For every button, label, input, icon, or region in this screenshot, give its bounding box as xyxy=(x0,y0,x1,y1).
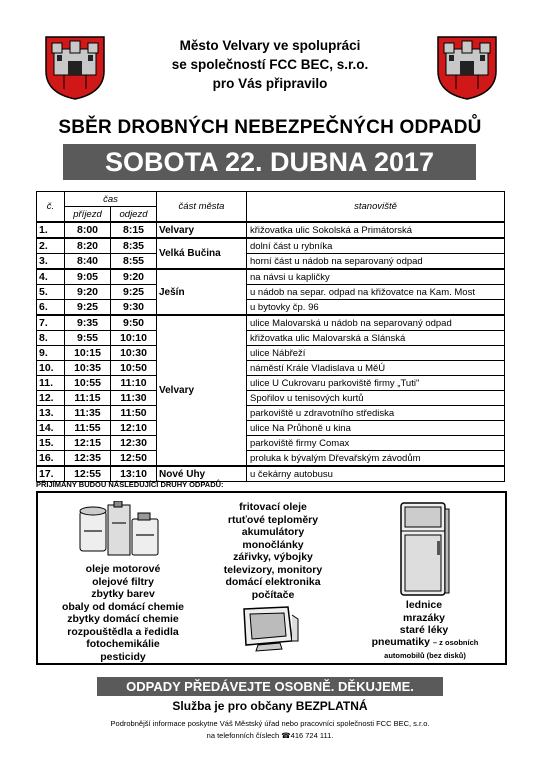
row-site: náměstí Krále Vladislava u MěÚ xyxy=(247,361,505,376)
table-row xyxy=(37,269,505,285)
header-line-3: pro Vás připravilo xyxy=(212,76,328,91)
row-num: 4. xyxy=(37,269,65,285)
table-row xyxy=(37,254,505,270)
row-arrival: 12:35 xyxy=(65,451,111,467)
table-row xyxy=(37,421,505,436)
row-departure: 9:20 xyxy=(111,269,157,285)
table-row xyxy=(37,406,505,421)
computer-monitor-icon xyxy=(236,605,302,655)
row-arrival: 9:55 xyxy=(65,331,111,346)
waste-item: fritovací oleje xyxy=(239,501,307,513)
row-departure: 12:10 xyxy=(111,421,157,436)
waste-tires xyxy=(350,636,500,662)
contact-info-line-1: Podrobnější informace poskytne Váš Městský úřad nebo pracovníci společnosti FCC BEC, s.r.o. xyxy=(110,719,430,728)
table-row xyxy=(37,436,505,451)
row-num: 8. xyxy=(37,331,65,346)
row-departure: 10:50 xyxy=(111,361,157,376)
schedule-table xyxy=(36,191,505,482)
row-arrival: 9:20 xyxy=(65,285,111,300)
waste-list-right xyxy=(368,599,480,637)
row-departure: 12:50 xyxy=(111,451,157,467)
table-row xyxy=(37,238,505,254)
row-site: u bytovky čp. 96 xyxy=(247,300,505,316)
paint-cans-icon xyxy=(76,501,164,561)
free-service-text: Služba je pro občany BEZPLATNÁ xyxy=(172,699,368,713)
col-site-header: stanoviště xyxy=(247,192,505,223)
row-site: dolní část u rybníka xyxy=(247,238,505,254)
table-row xyxy=(37,331,505,346)
waste-item: staré léky xyxy=(399,624,449,636)
waste-item: akumulátory xyxy=(241,526,305,538)
row-departure: 12:30 xyxy=(111,436,157,451)
header-line-1: Město Velvary ve spolupráci xyxy=(179,38,361,53)
waste-item: olejové filtry xyxy=(92,575,154,588)
waste-item: fotochemikálie xyxy=(86,638,160,650)
row-site: u nádob na separ. odpad na křižovatce na Kam. Most xyxy=(247,285,505,300)
col-arrival-header: příjezd xyxy=(65,207,111,223)
row-departure: 9:50 xyxy=(111,315,157,331)
waste-item: počítače xyxy=(251,588,295,601)
row-arrival: 9:05 xyxy=(65,269,111,285)
row-departure: 10:10 xyxy=(111,331,157,346)
row-site: proluka k bývalým Dřevařským závodům xyxy=(247,451,505,467)
row-num: 13. xyxy=(37,406,65,421)
row-arrival: 10:55 xyxy=(65,376,111,391)
col-time-header: čas xyxy=(65,192,157,207)
row-arrival: 8:00 xyxy=(65,222,111,238)
waste-item: zbytky barev xyxy=(91,588,155,600)
table-row xyxy=(37,361,505,376)
row-arrival: 11:35 xyxy=(65,406,111,421)
waste-item-note: – z osobních xyxy=(432,638,479,647)
row-num: 16. xyxy=(37,451,65,467)
row-arrival: 9:35 xyxy=(65,315,111,331)
row-site: křižovatka ulic Malovarská a Slánská xyxy=(247,331,505,346)
waste-item: domácí elektronika xyxy=(225,576,321,588)
contact-info-line-2: na telefonních číslech ☎416 724 111. xyxy=(206,731,334,740)
part-velvary: Velvary xyxy=(157,222,247,238)
row-arrival: 8:40 xyxy=(65,254,111,270)
waste-item: monočlánky xyxy=(242,538,304,551)
waste-item: rozpouštědla a ředidla xyxy=(67,625,179,638)
row-departure: 13:10 xyxy=(111,466,157,482)
row-arrival: 12:15 xyxy=(65,436,111,451)
waste-item: oleje motorové xyxy=(85,563,161,575)
row-num: 11. xyxy=(37,376,65,391)
refrigerator-icon xyxy=(395,501,453,599)
row-arrival: 9:25 xyxy=(65,300,111,316)
row-arrival: 11:55 xyxy=(65,421,111,436)
table-row xyxy=(37,376,505,391)
waste-item: obaly od domácí chemie xyxy=(62,600,184,613)
date-banner: SOBOTA 22. DUBNA 2017 xyxy=(63,144,476,180)
town-crest-right-icon xyxy=(436,35,498,101)
table-row xyxy=(37,300,505,316)
part-jesin: Ješín xyxy=(157,269,247,315)
col-departure-header: odjezd xyxy=(111,207,157,223)
row-departure: 11:30 xyxy=(111,391,157,406)
row-num: 5. xyxy=(37,285,65,300)
accepted-waste-heading: PŘIJÍMÁNY BUDOU NÁSLEDUJÍCÍ DRUHY ODPADŮ: xyxy=(36,480,224,489)
row-site: ulice Malovarská u nádob na separovaný odpad xyxy=(247,315,505,331)
col-part-header: část města xyxy=(157,192,247,223)
waste-item: rtuťové teploměry xyxy=(227,513,319,526)
table-row xyxy=(37,222,505,238)
table-row xyxy=(37,315,505,331)
row-site: ulice Na Průhoně u kina xyxy=(247,421,505,436)
waste-item: lednice xyxy=(405,599,443,611)
row-site: křižovatka ulic Sokolská a Primátorská xyxy=(247,222,505,238)
row-site: Spořilov u tenisových kurtů xyxy=(247,391,505,406)
waste-list-center xyxy=(203,501,343,601)
row-departure: 9:25 xyxy=(111,285,157,300)
waste-item-note: automobilů (bez disků) xyxy=(384,650,466,660)
row-num: 14. xyxy=(37,421,65,436)
col-num-header: č. xyxy=(37,192,65,223)
waste-item: zářivky, výbojky xyxy=(233,551,313,563)
part-nove-uhy: Nové Uhy xyxy=(157,466,247,482)
row-departure: 11:10 xyxy=(111,376,157,391)
footer-banner: ODPADY PŘEDÁVEJTE OSOBNĚ. DĚKUJEME. xyxy=(97,677,443,696)
table-row xyxy=(37,285,505,300)
row-num: 3. xyxy=(37,254,65,270)
row-arrival: 8:20 xyxy=(65,238,111,254)
town-crest-left-icon xyxy=(44,35,106,101)
row-departure: 9:30 xyxy=(111,300,157,316)
row-site: ulice Nábřeží xyxy=(247,346,505,361)
waste-item: zbytky domácí chemie xyxy=(67,613,179,625)
row-num: 10. xyxy=(37,361,65,376)
part-velka-bucina: Velká Bučina xyxy=(157,238,247,269)
row-site: na návsi u kapličky xyxy=(247,269,505,285)
waste-item: televizory, monitory xyxy=(223,563,323,576)
waste-item: pneumatiky xyxy=(371,636,430,648)
row-departure: 8:35 xyxy=(111,238,157,254)
header xyxy=(110,36,430,93)
row-arrival: 10:15 xyxy=(65,346,111,361)
page-title: SBĚR DROBNÝCH NEBEZPEČNÝCH ODPADŮ xyxy=(58,117,482,138)
row-site: parkoviště u zdravotního střediska xyxy=(247,406,505,421)
row-num: 17. xyxy=(37,466,65,482)
row-site: horní část u nádob na separovaný odpad xyxy=(247,254,505,270)
waste-types-box xyxy=(36,491,507,665)
row-num: 15. xyxy=(37,436,65,451)
row-num: 2. xyxy=(37,238,65,254)
row-departure: 8:55 xyxy=(111,254,157,270)
table-row xyxy=(37,346,505,361)
header-line-2: se společností FCC BEC, s.r.o. xyxy=(171,57,369,72)
part-velvary-main: Velvary xyxy=(157,315,247,466)
row-site: u čekárny autobusu xyxy=(247,466,505,482)
row-num: 1. xyxy=(37,222,65,238)
row-arrival: 11:15 xyxy=(65,391,111,406)
waste-item: mrazáky xyxy=(402,611,446,624)
row-num: 9. xyxy=(37,346,65,361)
waste-list-left xyxy=(48,563,198,663)
row-departure: 8:15 xyxy=(111,222,157,238)
row-site: parkoviště firmy Comax xyxy=(247,436,505,451)
contact-info xyxy=(60,718,480,742)
table-row xyxy=(37,451,505,467)
table-row xyxy=(37,391,505,406)
row-arrival: 12:55 xyxy=(65,466,111,482)
waste-item: pesticidy xyxy=(100,650,146,663)
row-num: 12. xyxy=(37,391,65,406)
row-arrival: 10:35 xyxy=(65,361,111,376)
row-site: ulice U Cukrovaru parkoviště firmy „Tuti" xyxy=(247,376,505,391)
row-departure: 11:50 xyxy=(111,406,157,421)
row-num: 6. xyxy=(37,300,65,316)
row-departure: 10:30 xyxy=(111,346,157,361)
row-num: 7. xyxy=(37,315,65,331)
